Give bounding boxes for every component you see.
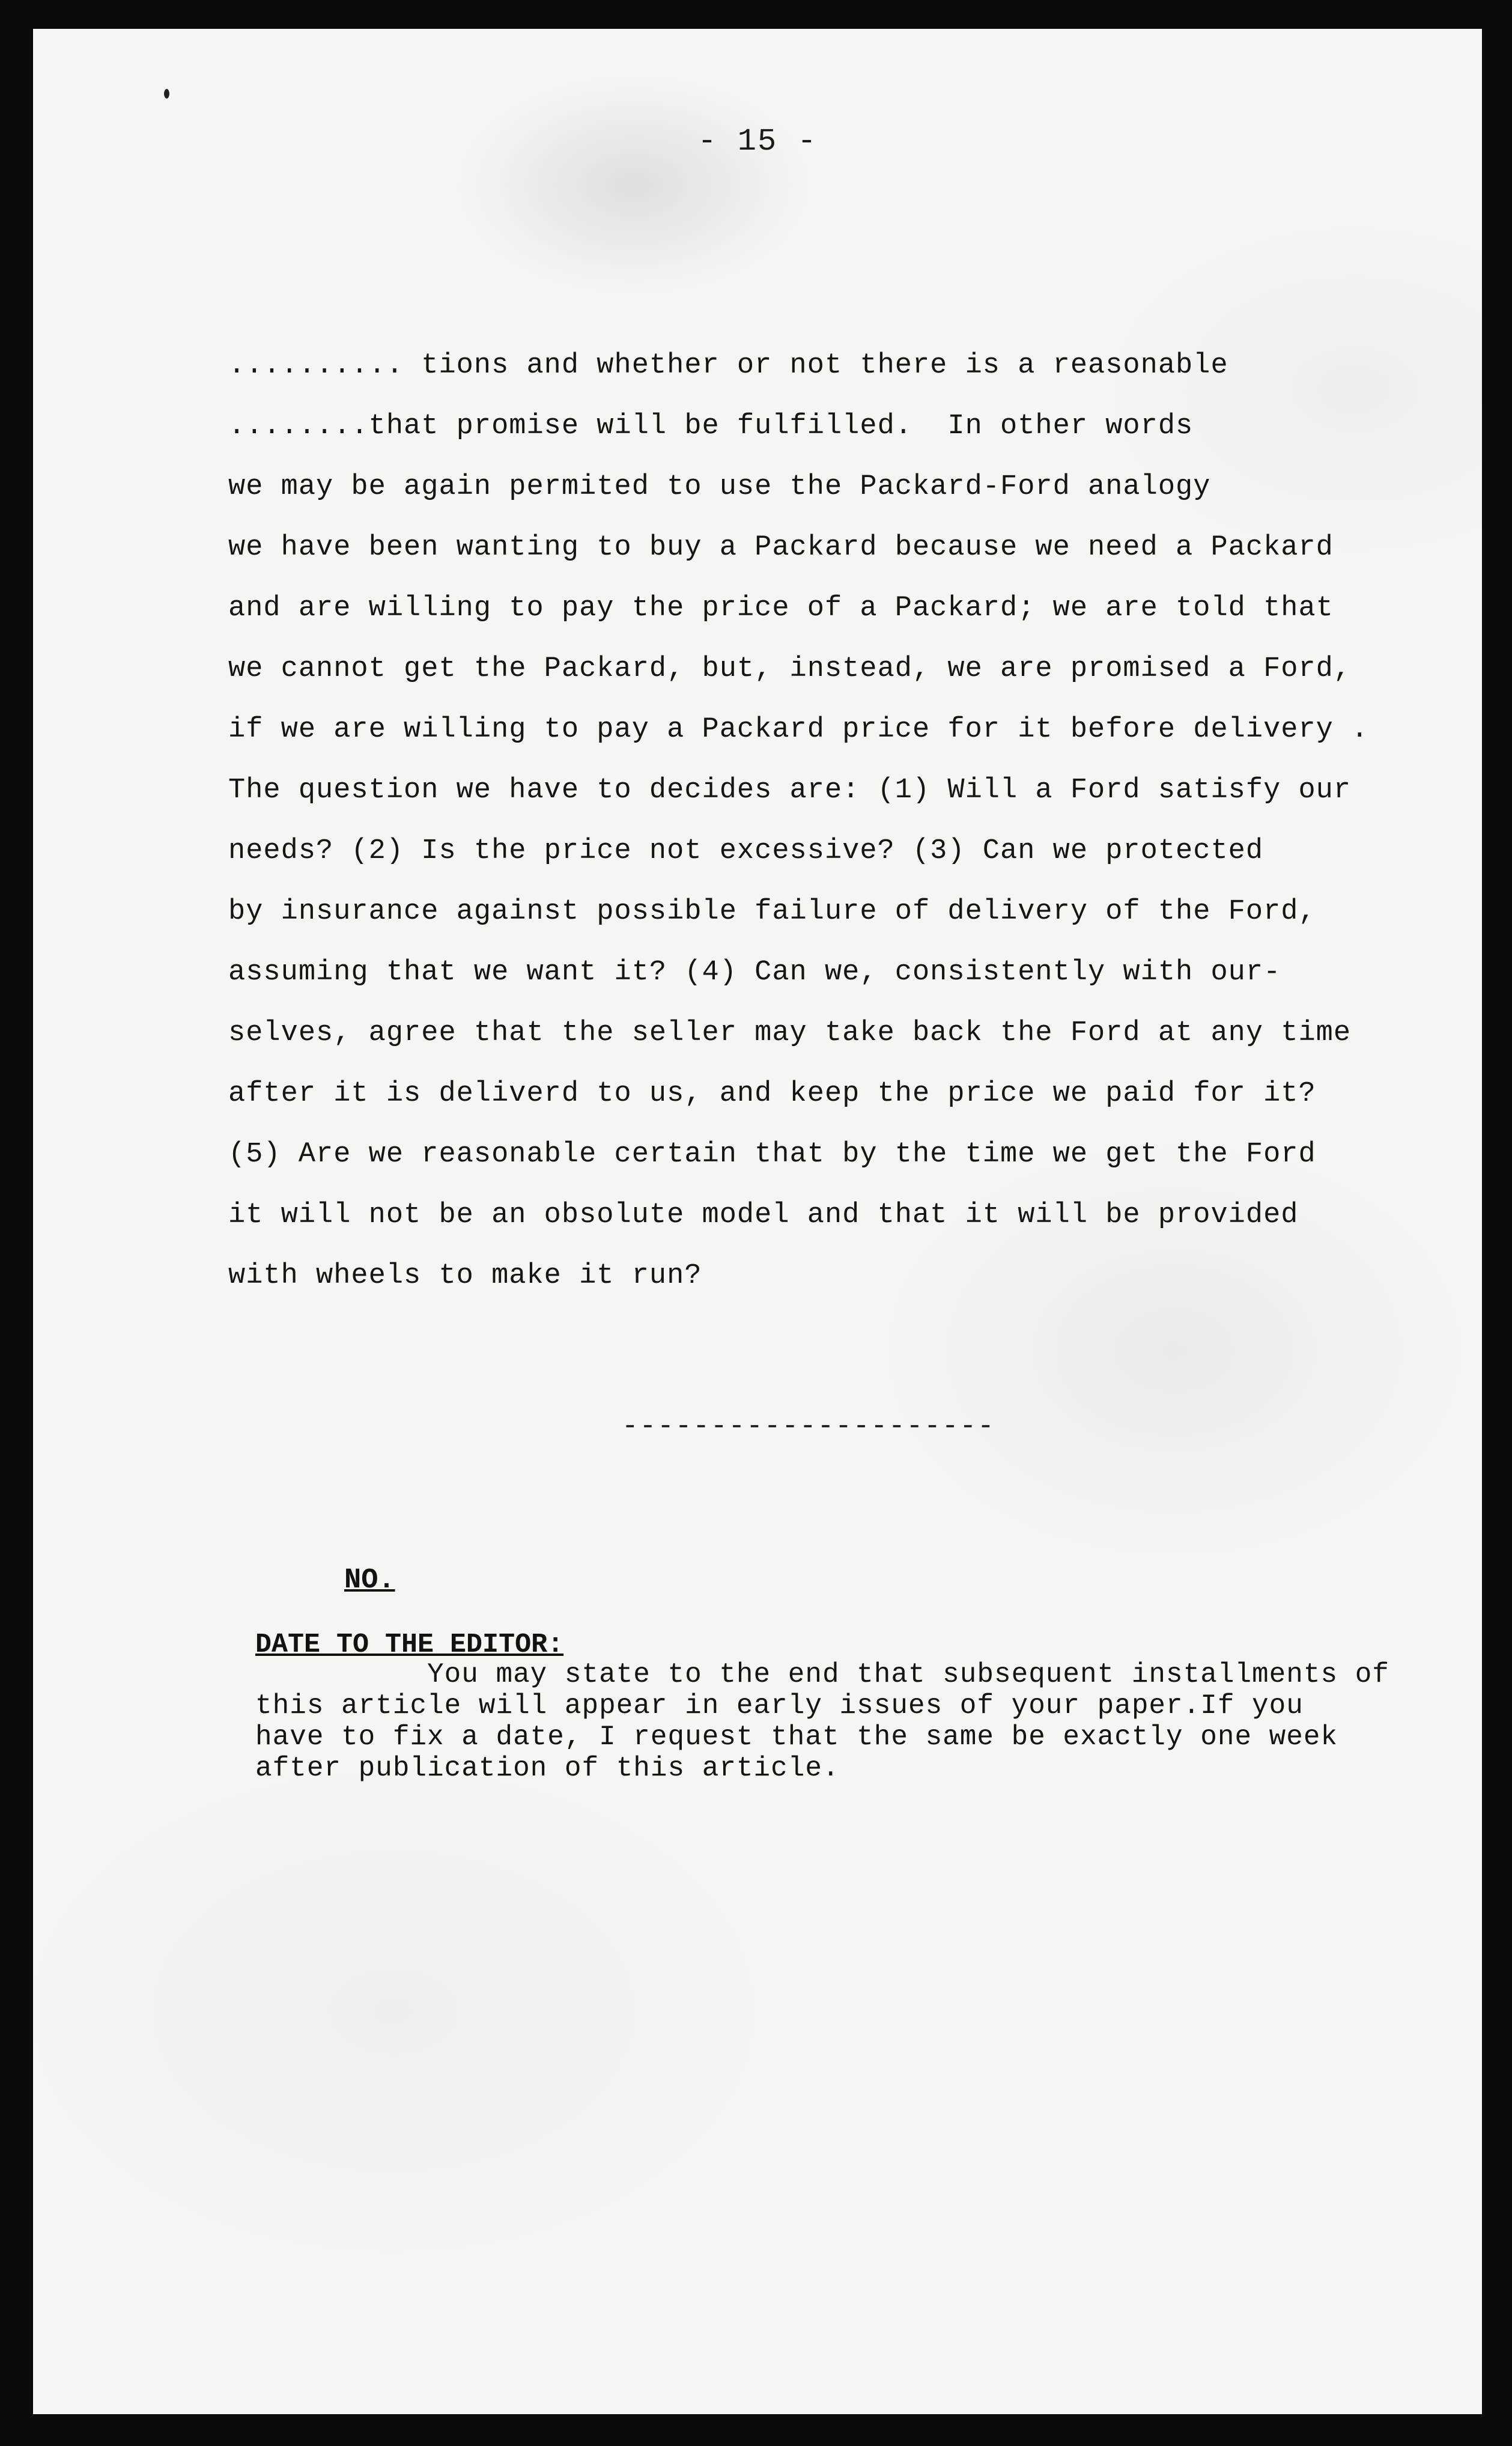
text-line: we have been wanting to buy a Packard because we need a Packard [228,532,1334,564]
text-line: with wheels to make it run? [228,1260,702,1292]
note-line: have to fix a date, I request that the same be exactly one week [255,1721,1338,1753]
ink-speck [164,89,169,99]
text-line: assuming that we want it? (4) Can we, consistently with our- [228,957,1281,988]
text-line: we cannot get the Packard, but, instead, we are promised a Ford, [228,653,1352,685]
text-line: by insurance against possible failure of delivery of the Ford, [228,896,1316,928]
text-line: we may be again permited to use the Packard-Ford analogy [228,471,1211,503]
text-line: (5) Are we reasonable certain that by the time we get the Ford [228,1139,1316,1170]
text-line: if we are willing to pay a Packard price for it before delivery . [228,714,1369,746]
note-line: after publication of this article. [255,1753,840,1784]
text-line: and are willing to pay the price of a Packard; we are told that [228,592,1334,624]
text-line: it will not be an obsolute model and that it will be provided [228,1199,1299,1231]
note-line: this article will appear in early issues of your paper.If you [255,1690,1304,1721]
page-number: - 15 - [697,124,818,159]
document-page [33,29,1482,2414]
section-separator: --------------------- [622,1411,995,1442]
number-label: NO. [344,1565,395,1596]
text-line: The question we have to decides are: (1) Will a Ford satisfy our [228,774,1352,806]
text-line: ........that promise will be fulfilled. In other words [228,410,1194,442]
editor-note [255,1659,1481,1784]
date-editor-heading: DATE TO THE EDITOR: [255,1629,564,1660]
text-line: needs? (2) Is the price not excessive? (3) Can we protected [228,835,1264,867]
text-line: after it is deliverd to us, and keep the price we paid for it? [228,1078,1316,1110]
article-body [228,335,1466,1306]
note-line: You may state to the end that subsequent installments of [255,1659,1389,1690]
text-line: .......... tions and whether or not there is a reasonable [228,350,1228,382]
text-line: selves, agree that the seller may take back the Ford at any time [228,1017,1352,1049]
